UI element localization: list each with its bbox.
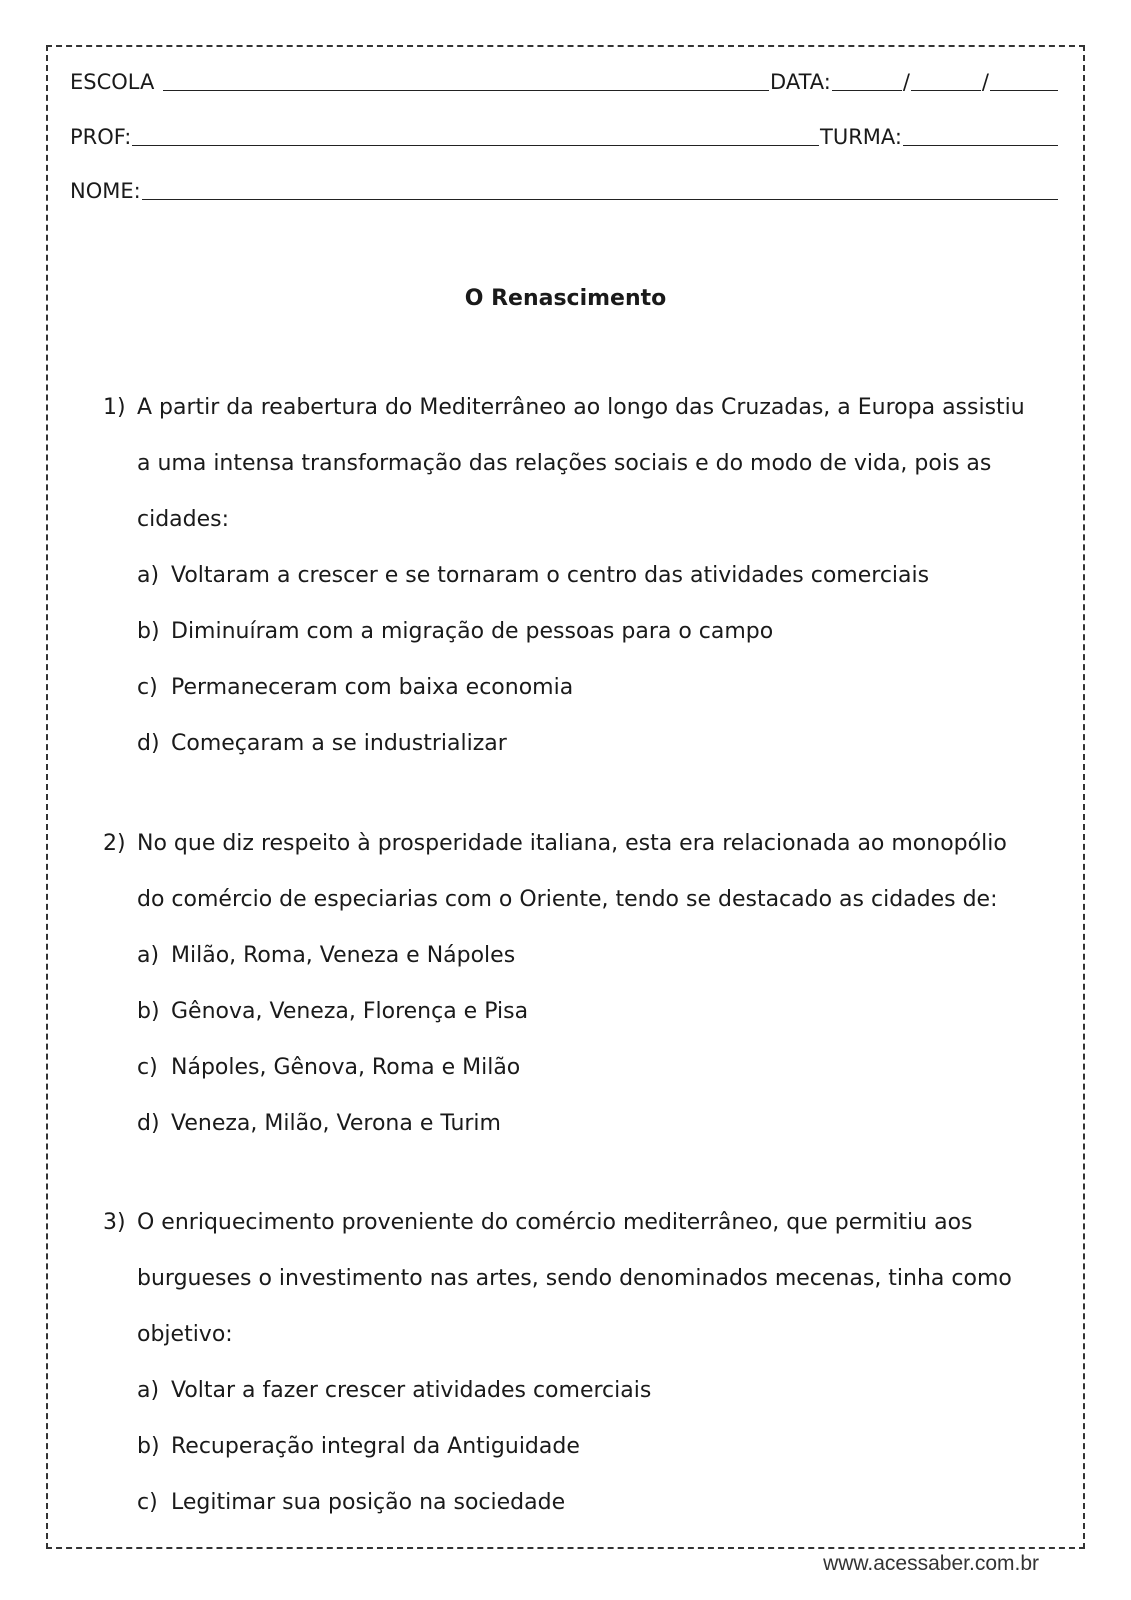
option-letter: c): [137, 675, 158, 700]
date-separator: /: [902, 70, 910, 94]
name-row: [70, 178, 1059, 204]
answer-option[interactable]: [103, 1378, 1065, 1434]
option-text: Voltaram a crescer e se tornaram o centro das atividades comerciais: [171, 563, 930, 588]
option-text: Permaneceram com baixa economia: [171, 675, 574, 700]
date-month-field[interactable]: [911, 70, 981, 91]
question-text: No que diz respeito à prosperidade italiana, esta era relacionada ao monopólio: [137, 831, 1007, 856]
option-letter: d): [137, 731, 160, 756]
option-letter: b): [137, 619, 160, 644]
answer-option[interactable]: [103, 1111, 1065, 1167]
question-line: [103, 1266, 1065, 1322]
question-line: [103, 1210, 1065, 1266]
school-label: ESCOLA: [70, 70, 155, 94]
option-letter: b): [137, 999, 160, 1024]
teacher-field[interactable]: [132, 125, 819, 146]
answer-option[interactable]: [103, 563, 1065, 619]
class-label: TURMA:: [820, 125, 902, 149]
option-text: Milão, Roma, Veneza e Nápoles: [171, 943, 516, 968]
option-letter: d): [137, 1111, 160, 1136]
option-letter: a): [137, 1378, 160, 1403]
question-line: [103, 395, 1065, 451]
answer-option[interactable]: [103, 619, 1065, 675]
school-date-row: [70, 69, 1059, 95]
option-text: Diminuíram com a migração de pessoas para o campo: [171, 619, 774, 644]
question-1: [103, 395, 1065, 787]
question-number: 2): [103, 831, 126, 856]
answer-option[interactable]: [103, 943, 1065, 999]
question-line: [103, 1322, 1065, 1378]
option-text: Começaram a se industrializar: [171, 731, 507, 756]
question-3: [103, 1210, 1065, 1546]
name-label: NOME:: [70, 179, 141, 203]
page-title: O Renascimento: [464, 286, 667, 311]
question-number: 3): [103, 1210, 126, 1235]
option-letter: b): [137, 1434, 160, 1459]
answer-option[interactable]: [103, 1434, 1065, 1490]
answer-option[interactable]: [103, 999, 1065, 1055]
answer-option[interactable]: [103, 1490, 1065, 1546]
footer-website: www.acessaber.com.br: [823, 1552, 1039, 1575]
option-text: Veneza, Milão, Verona e Turim: [171, 1111, 501, 1136]
answer-option[interactable]: [103, 1055, 1065, 1111]
question-text: do comércio de especiarias com o Oriente, tendo se destacado as cidades de:: [137, 887, 998, 912]
option-letter: a): [137, 563, 160, 588]
answer-option[interactable]: [103, 675, 1065, 731]
option-letter: c): [137, 1055, 158, 1080]
option-text: Voltar a fazer crescer atividades comerciais: [171, 1378, 652, 1403]
teacher-class-row: [70, 124, 1059, 150]
date-day-field[interactable]: [832, 70, 902, 91]
option-text: Recuperação integral da Antiguidade: [171, 1434, 580, 1459]
question-line: [103, 451, 1065, 507]
date-label: DATA:: [770, 70, 831, 94]
question-text: A partir da reabertura do Mediterrâneo ao longo das Cruzadas, a Europa assistiu: [137, 395, 1025, 420]
question-number: 1): [103, 395, 126, 420]
teacher-label: PROF:: [70, 125, 132, 149]
option-letter: a): [137, 943, 160, 968]
name-field[interactable]: [142, 179, 1058, 200]
option-text: Legitimar sua posição na sociedade: [171, 1490, 566, 1515]
class-field[interactable]: [903, 125, 1058, 146]
answer-option[interactable]: [103, 731, 1065, 787]
date-year-field[interactable]: [990, 70, 1058, 91]
question-text: O enriquecimento proveniente do comércio mediterrâneo, que permitiu aos: [137, 1210, 973, 1235]
question-line: [103, 887, 1065, 943]
question-text: burgueses o investimento nas artes, sendo denominados mecenas, tinha como: [137, 1266, 1012, 1291]
question-line: [103, 831, 1065, 887]
question-line: [103, 507, 1065, 563]
question-text: a uma intensa transformação das relações sociais e do modo de vida, pois as: [137, 451, 992, 476]
question-text: cidades:: [137, 507, 230, 532]
school-field[interactable]: [163, 70, 769, 91]
question-2: [103, 831, 1065, 1167]
date-separator: /: [981, 70, 989, 94]
question-text: objetivo:: [137, 1322, 233, 1347]
option-letter: c): [137, 1490, 158, 1515]
option-text: Gênova, Veneza, Florença e Pisa: [171, 999, 529, 1024]
option-text: Nápoles, Gênova, Roma e Milão: [171, 1055, 521, 1080]
worksheet-frame: [46, 45, 1085, 1549]
